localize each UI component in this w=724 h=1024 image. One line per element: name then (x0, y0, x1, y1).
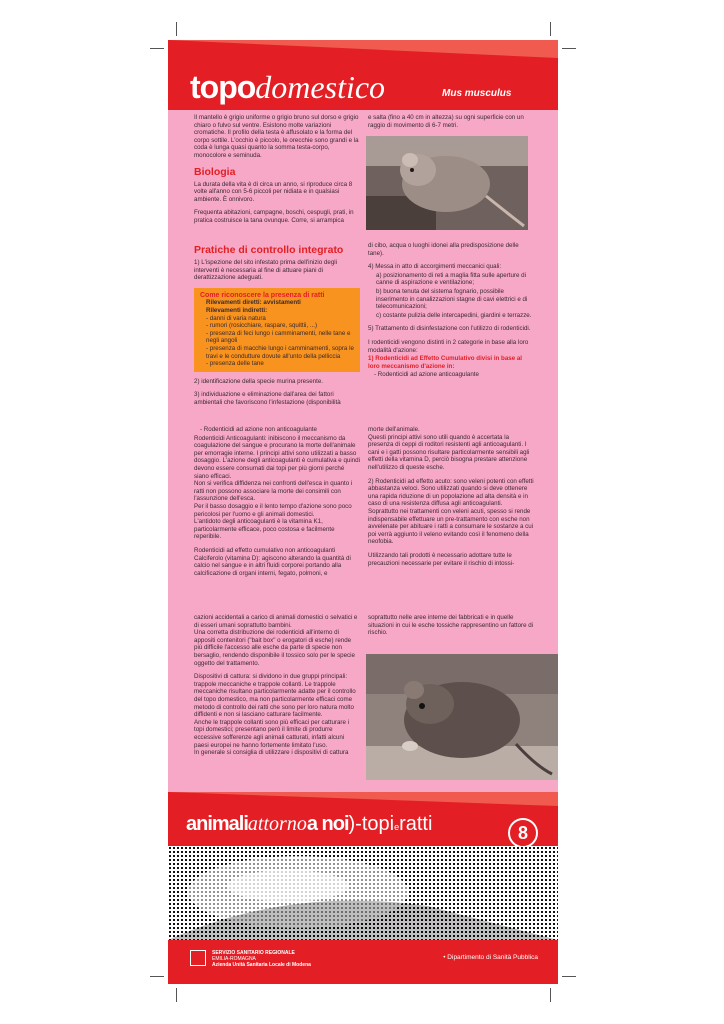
logo-line-2: EMILIA-ROMAGNA (212, 956, 256, 962)
glue-traps-paragraph: Anche le trappole collanti sono più efficaci per catturare i topi domestici; presentano però il limite di produrre eccessive sofferenze agli animali catturati, infatti alcuni paesi europei ne hanno fortemente limitato l'uso. (194, 718, 350, 749)
crop-mark (176, 988, 177, 1002)
s1-left-column (194, 114, 360, 231)
banner-ratti: ratti (399, 813, 433, 835)
s4-right-column (368, 614, 534, 643)
crop-mark (550, 22, 551, 36)
presence-item: - presenza di macchie lungo i camminamenti, sopra le travi e le condutture dovute all'unto della pelliccia (206, 344, 354, 360)
precautions-paragraph: Utilizzando tali prodotti è necessario adottare tutte le precauzioni necessarie per evitare il rischio di intossi- (368, 551, 515, 567)
control-step-4b: b) buona tenuta del sistema fognario, possibile inserimento in canalizzazioni stagne di cavi elettrici e di telecomunicazioni; (376, 287, 528, 311)
intro-paragraph: Il mantello è grigio uniforme o grigio bruno sul dorso e grigio chiaro o fulvo sul ventre. Esistono molte variazioni cromatiche. Il profilo della testa è affusolato e la forma del corpo sottile. L'occhio è piccolo, le orecchie sono grandi e la coda è lunga quasi quanto la somma testa-corpo, monocolore e seminuda. (194, 114, 359, 159)
control-step-1: 1) L'ispezione del sito infestato prima dell'inizio degli interventi è necessaria al fine di attuare piani di derattizzazione adeguati. (194, 259, 338, 282)
control-step-4: 4) Messa in atto di accorgimenti meccanici quali: (368, 263, 502, 271)
footer-credit-bar (168, 940, 558, 984)
crop-mark (176, 22, 177, 36)
banner-separator: )- (348, 813, 362, 835)
s4-left-column (194, 614, 360, 763)
title-bold: topo (190, 69, 256, 105)
calciferolo-paragraph: Rodenticidi ad effetto cumulativo non anticoagulanti Calciferolo (vitamina D): agiscono alterando la quantità di calcio nel sangue e in altri fluidi corporei portando alla calcificazione di organi interni, fegato, polmoni, e (194, 546, 351, 577)
logo-line-3: Azienda Unità Sanitaria Locale di Modena (212, 962, 311, 968)
non-anticoagulant-item: - Rodenticidi ad azione non anticoagulante (200, 426, 317, 433)
crop-mark (550, 988, 551, 1002)
direct-detection: Rilevamenti diretti: avvistamenti (206, 299, 301, 307)
capture-devices-paragraph: Dispositivi di cattura: si dividono in due gruppi principali: trappole meccaniche e trappole collanti. Le trappole meccaniche risultano particolarmente adatte per il controllo del topo domestico, ma non particolarmente efficaci come metodo di controllo dei ratti che sono per loro natura molto diffidenti e non si lasciano catturare facilmente. (194, 673, 356, 719)
logo-line-1: SERVIZIO SANITARIO REGIONALE (212, 950, 295, 956)
rodenticide-intro: I rodenticidi vengono distinti in 2 categorie in base alla loro modalità d'azione: (368, 338, 529, 354)
banner-attorno: attorno (247, 813, 307, 835)
anticoagulant-paragraph: Rodenticidi Anticoagulanti: inibiscono il meccanismo da coagulazione del sangue e procurano la morte dell'animale per emorragie interne. I principi attivi sono utilizzati a basso dosaggio. L'azione degli anticoagulanti è cumulativa e quindi devono essere consumati dai topi per più giorni perché siano efficaci. (194, 434, 360, 480)
risk-paragraph: soprattutto nelle aree interne dei fabbricati e in quelle situazioni in cui le esche tossiche rappresentino un fattore di rischio. (368, 614, 534, 637)
logo-mark-icon (190, 950, 206, 966)
page-title (190, 70, 385, 104)
mouse-photo-bottom (366, 654, 558, 780)
banner-a-noi: a noi (306, 813, 349, 835)
header-bar (168, 40, 558, 110)
presence-item: - presenza delle tane (206, 360, 264, 368)
halftone-rat-image (168, 846, 558, 940)
accidental-paragraph: cazioni accidentali a carico di animali domestici o selvatici e di esseri umani soprattutto bambini. (194, 614, 358, 629)
s2-left-column (194, 240, 360, 413)
presence-item: - rumori (rosicchiare, raspare, squittii, ...) (206, 322, 318, 330)
footer-accent (168, 792, 558, 806)
department-credit: • Dipartimento di Sanità Pubblica (443, 954, 538, 961)
latin-name: Mus musculus (442, 88, 512, 99)
control-step-2: 2) identificazione della specie murina presente. (194, 377, 323, 385)
crop-mark (562, 48, 576, 49)
poster-panel (168, 40, 558, 984)
banner-e: e (394, 822, 400, 832)
antidote-paragraph: L'antidoto degli anticoagulanti è la vitamina K1, particolarmente efficace, poco costosa e facilmente reperibile. (194, 518, 335, 541)
control-heading: Pratiche di controllo integrato (194, 244, 344, 256)
control-step-5: 5) Trattamento di disinfestazione con l'utilizzo di rodenticidi. (368, 325, 531, 333)
series-title (186, 812, 432, 839)
s1-right-column (368, 114, 534, 135)
bait-box-paragraph: Una corretta distribuzione dei rodenticidi all'interno di appositi contenitori ("bait box" o erogatori di esche) rende più difficile l'accesso alle esche da parte di specie non bersaglio, rendendo disponibile il tossico solo per le specie oggetto del trattamento. (194, 629, 355, 667)
low-dosage-paragraph: Per il basso dosaggio e il lento tempo d'azione sono poco pericolosi per l'uomo e gli animali domestici. (194, 502, 352, 518)
footer-banner (168, 792, 558, 846)
presence-box (194, 288, 360, 372)
s2-right-column (368, 242, 534, 385)
crop-mark (562, 976, 576, 977)
acute-paragraph: 2) Rodenticidi ad effetto acuto: sono veleni potenti con effetti abbastanza veloci. Sono utilizzati quando si deve ottenere una rapida riduzione di un popolazione ad alta densità e in caso di una resistenza diffusa agli anticoagulanti. (368, 477, 534, 508)
diffidence-paragraph: Non si verifica diffidenza nei confronti dell'esca in quanto i ratti non possono associare la morte dei consimili con l'assunzione dell'esca. (194, 480, 353, 503)
presence-item: - danni di varia natura (206, 314, 266, 322)
header-accent (168, 40, 558, 58)
biologia-heading: Biologia (194, 165, 236, 178)
crop-mark (150, 48, 164, 49)
vitamin-d-paragraph: Questi principi attivi sono utili quando è accertata la presenza di ceppi di roditori resistenti agli anticoagulanti. I cani e i gatti possono risultare particolarmente sensibili agli effetti della vitamina D, perciò bisogna prestare attenzione nell'utilizzo di queste esche. (368, 433, 530, 471)
s3-left-column (194, 426, 360, 583)
intro-continued: e salta (fino a 40 cm in altezza) su ogni superficie con un raggio di movimento di 6-7 metri. (368, 114, 524, 129)
death-line: morte dell'animale. (368, 426, 420, 433)
cumulative-heading: 1) Rodenticidi ad Effetto Cumulativo divisi in base al loro meccanismo d'azione in: (368, 355, 523, 370)
control-step-3-cont: di cibo, acqua o luoghi idonei alla predisposizione delle tane). (368, 242, 519, 257)
habitat-paragraph: Frequenta abitazioni, campagne, boschi, cespugli, prati, in pratica costruisce la tana ovunque. Corre, si arrampica (194, 209, 354, 224)
banner-animali: animali (186, 813, 248, 835)
general-advice-paragraph: In generale si consiglia di utilizzare i dispositivi di cattura (194, 749, 349, 757)
title-italic: domestico (255, 69, 386, 105)
control-step-4c: c) costante pulizia delle intercapedini, giardini e terrazze. (376, 311, 532, 319)
banner-topi: topi (361, 813, 395, 835)
issue-number: 8 (508, 818, 538, 848)
presence-item: - presenza di feci lungo i camminamenti, nelle tane e negli angoli (206, 329, 351, 345)
health-service-logo (190, 950, 311, 968)
biologia-paragraph: La durata della vita è di circa un anno, si riproduce circa 8 volte all'anno con 5-6 piccoli per nidiata e in qualsiasi ambiente. È onnivoro. (194, 180, 353, 203)
control-step-3: 3) individuazione e eliminazione dall'area dei fattori ambientali che favoriscono l'infestazione (disponibilità (194, 391, 341, 406)
indirect-detection: Rilevamenti indiretti: (206, 306, 268, 314)
presence-box-title: Come riconoscere la presenza di ratti (200, 291, 325, 299)
control-step-4a: a) posizionamento di reti a maglia fitta sulle aperture di canne di aspirazione e ventilazione; (376, 271, 526, 287)
anticoagulant-item: - Rodenticidi ad azione anticoagulante (374, 371, 479, 379)
footer (168, 792, 558, 984)
mouse-photo-top (366, 136, 528, 230)
crop-mark (150, 976, 164, 977)
s3-right-column (368, 426, 534, 573)
pretreatment-paragraph: Soprattutto nei trattamenti con veleni acuti, spesso si rende indispensabile effettuare un pre-trattamento con esche non avvelenate per abituare i ratti a consumare le sostanze a cui poi verrà aggiunto il veleno evitando così il fenomeno della neofobia. (368, 507, 534, 546)
